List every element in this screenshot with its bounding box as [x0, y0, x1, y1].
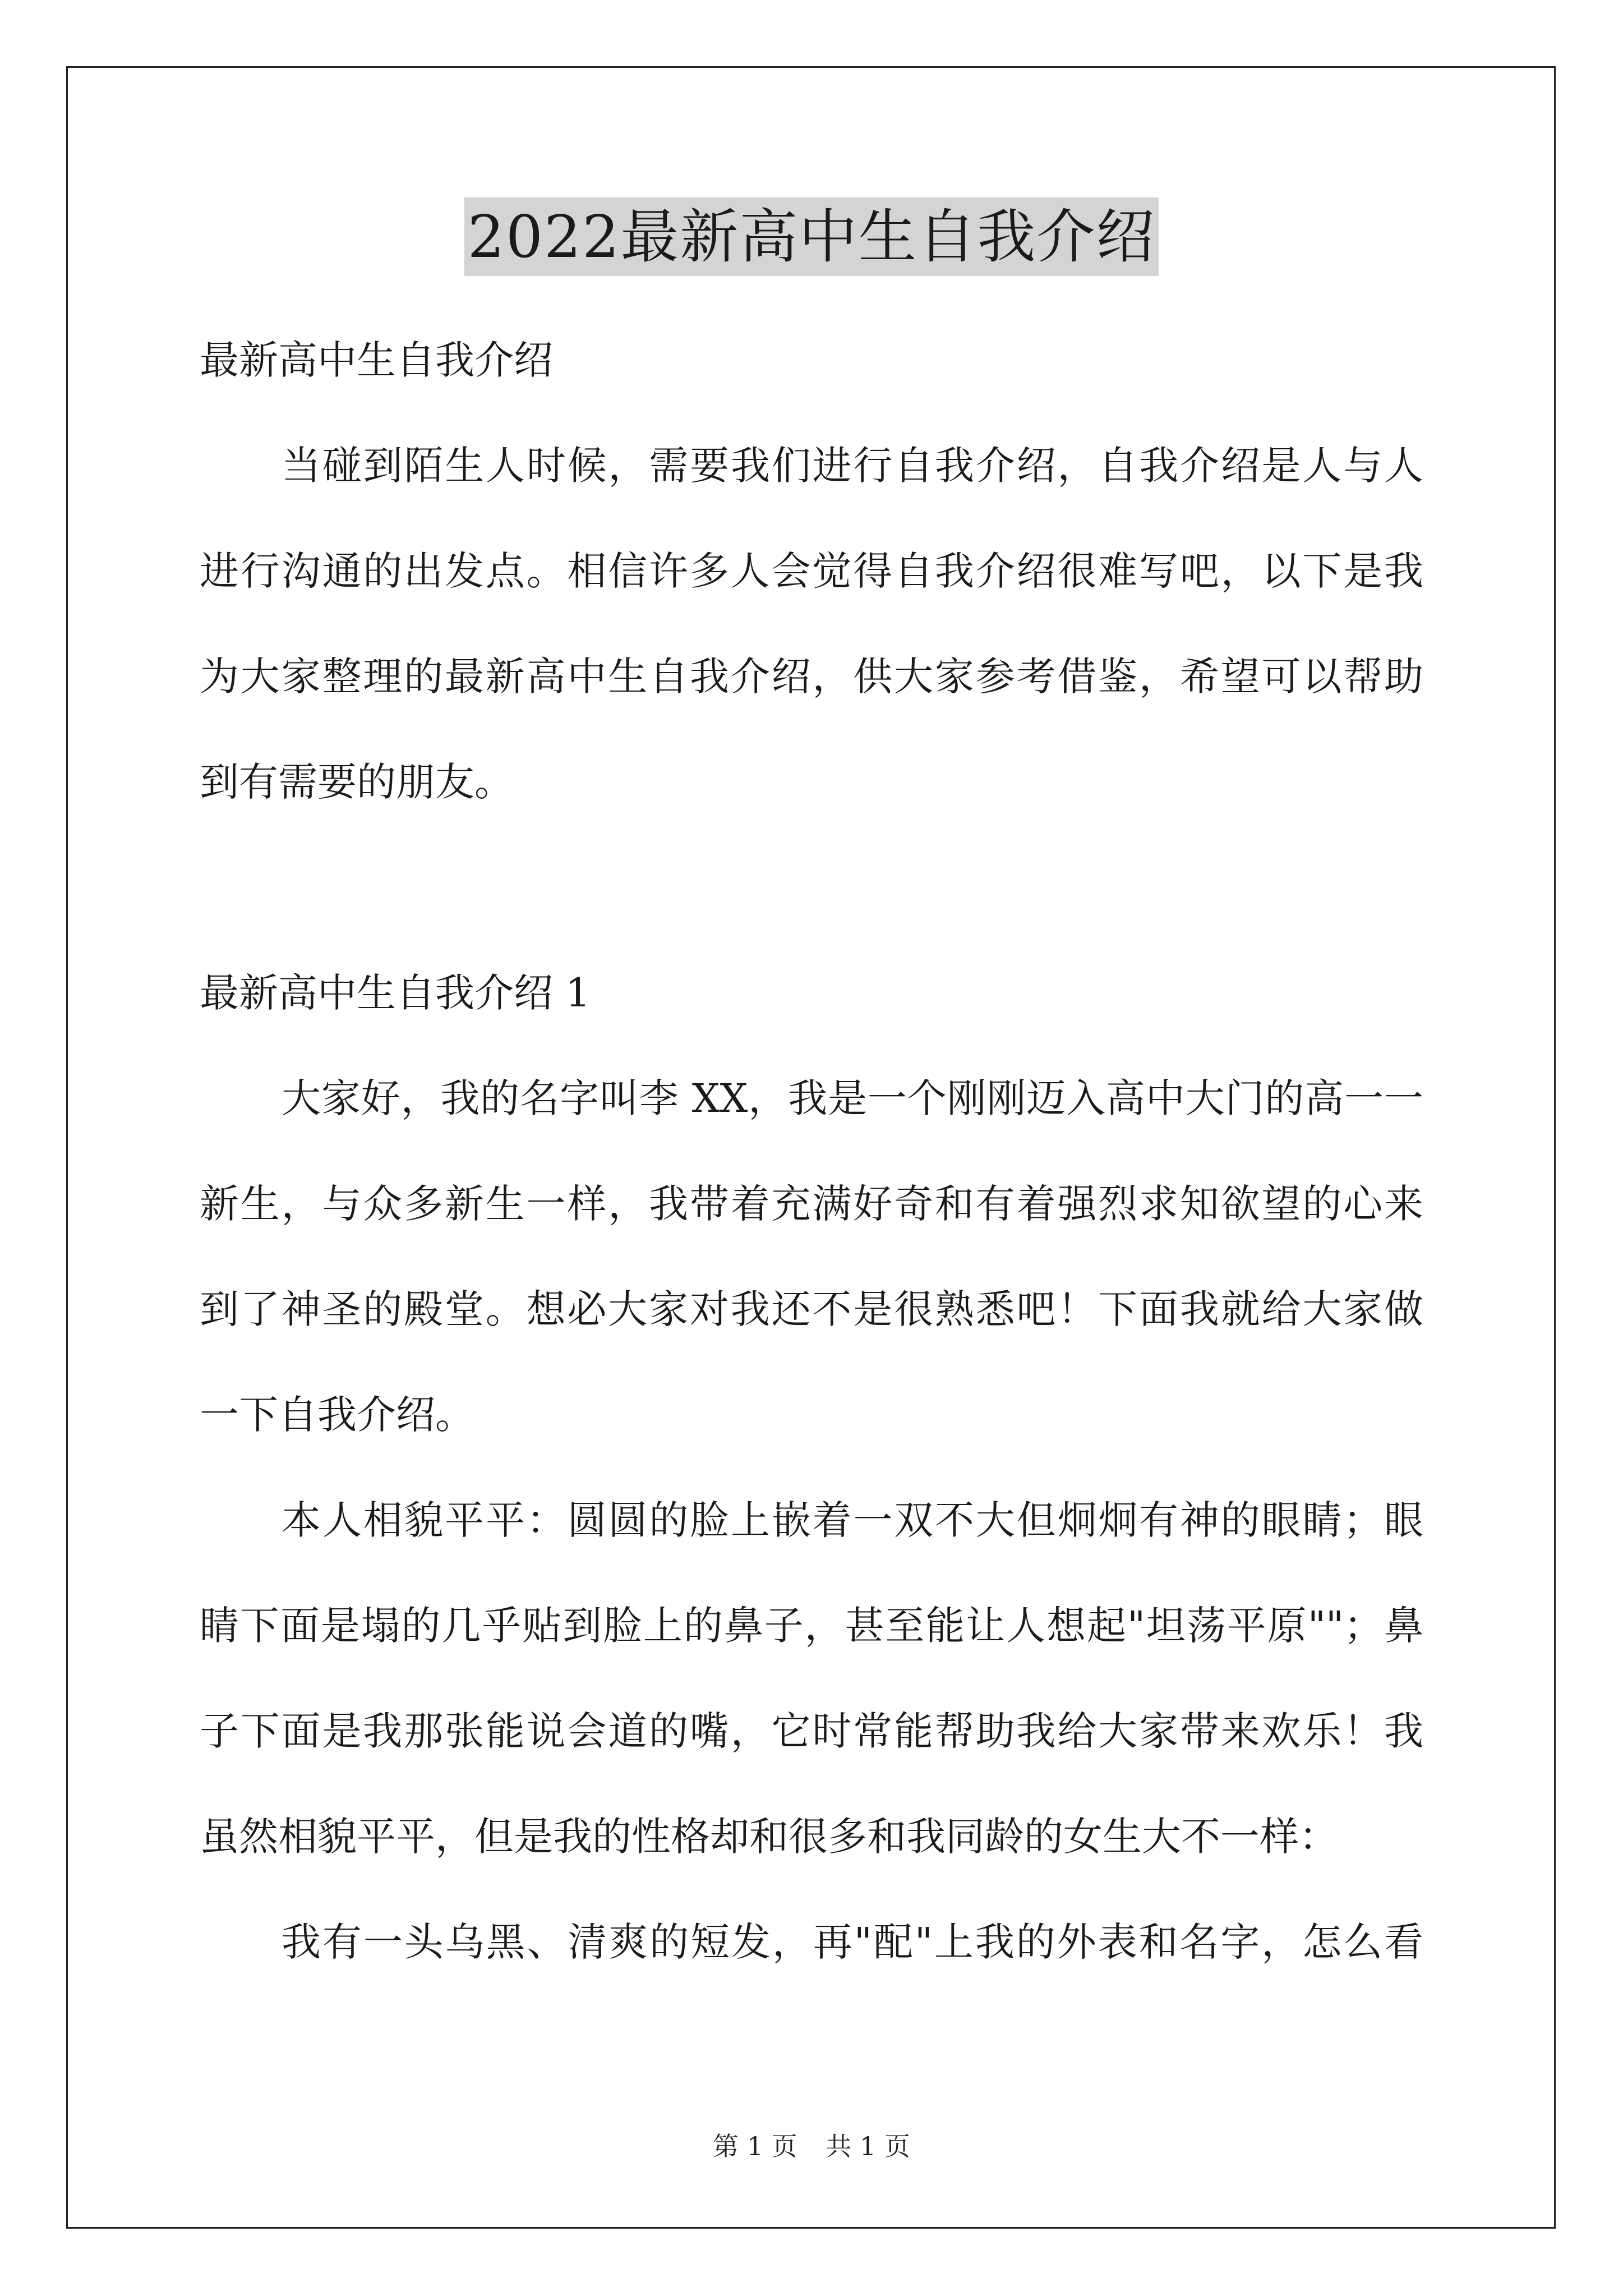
text-line: 一下自我介绍。 — [200, 1392, 474, 1438]
text-line: 到了神圣的殿堂。想必大家对我还不是很熟悉吧！下面我就给大家做 — [200, 1286, 1423, 1332]
page-number-total: 共 1 页 — [826, 2131, 910, 2161]
text-line: 到有需要的朋友。 — [200, 759, 514, 805]
blank-line — [200, 835, 1423, 940]
title-container — [0, 197, 1623, 276]
text-line: 最新高中生自我介绍 1 — [200, 970, 591, 1016]
text-line: 为大家整理的最新高中生自我介绍，供大家参考借鉴，希望可以帮助 — [200, 654, 1423, 700]
text-line: 进行沟通的出发点。相信许多人会觉得自我介绍很难写吧，以下是我 — [200, 548, 1423, 594]
page-footer — [0, 2126, 1623, 2163]
document-body — [200, 307, 1423, 1995]
text-line: 本人相貌平平：圆圆的脸上嵌着一双不大但炯炯有神的眼睛；眼 — [282, 1497, 1423, 1543]
text-line: 最新高中生自我介绍 — [200, 337, 553, 383]
page-number-current: 第 1 页 — [713, 2131, 797, 2161]
text-line: 睛下面是塌的几乎贴到脸上的鼻子，甚至能让人想起"坦荡平原""；鼻 — [200, 1603, 1423, 1649]
text-line: 新生，与众多新生一样，我带着充满好奇和有着强烈求知欲望的心来 — [200, 1181, 1423, 1227]
document-title: 2022最新高中生自我介绍 — [464, 197, 1159, 276]
text-line: 当碰到陌生人时候，需要我们进行自我介绍，自我介绍是人与人 — [282, 443, 1423, 489]
text-line: 虽然相貌平平，但是我的性格却和很多和我同龄的女生大不一样： — [200, 1814, 1338, 1860]
text-line: 我有一头乌黑、清爽的短发，再"配"上我的外表和名字，怎么看 — [282, 1919, 1423, 1965]
text-line: 子下面是我那张能说会道的嘴，它时常能帮助我给大家带来欢乐！我 — [200, 1708, 1423, 1754]
text-line: 大家好，我的名字叫李 XX，我是一个刚刚迈入高中大门的高一一 — [282, 1075, 1423, 1121]
